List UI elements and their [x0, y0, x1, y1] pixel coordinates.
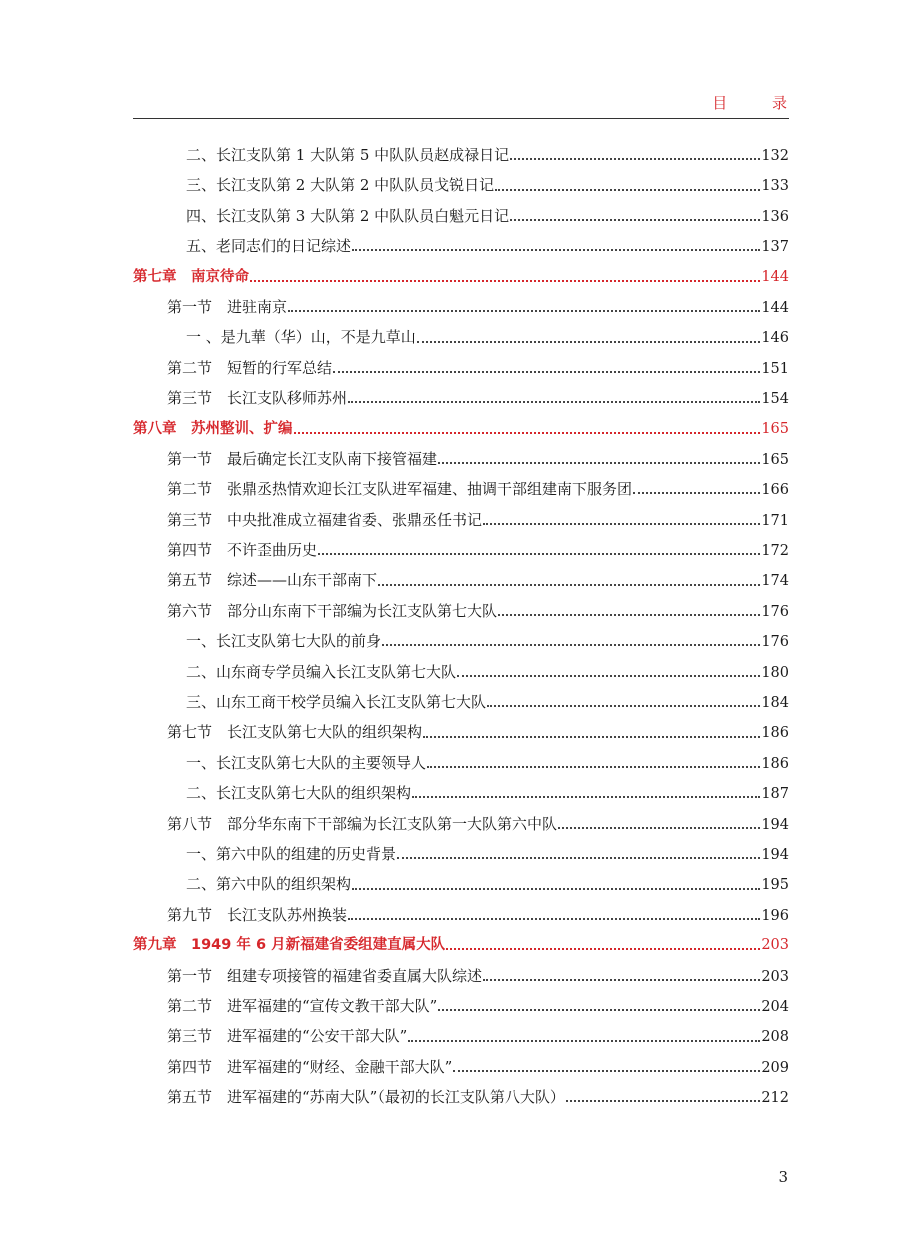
- dot-leader: [382, 644, 760, 646]
- toc-entry-page: 204: [761, 998, 789, 1015]
- dot-leader: [446, 948, 760, 950]
- dot-leader: [408, 1040, 760, 1042]
- toc-section-entry[interactable]: [133, 900, 789, 930]
- toc-section-entry[interactable]: [133, 1021, 789, 1051]
- dot-leader: [417, 341, 761, 343]
- toc-entry-title: 第九章 1949 年 6 月新福建省委组建直属大队: [133, 937, 446, 954]
- dot-leader: [397, 857, 760, 859]
- toc-entry-page: 186: [761, 755, 789, 772]
- dot-leader: [495, 189, 760, 191]
- toc-chapter-entry[interactable]: [133, 262, 789, 292]
- toc-entry-page: 194: [761, 816, 789, 833]
- toc-entry-title: 第六节 部分山东南下干部编为长江支队第七大队: [167, 601, 498, 620]
- toc-item-entry[interactable]: [133, 687, 789, 717]
- toc-entry-page: 212: [761, 1090, 789, 1107]
- toc-entry-page: 171: [761, 512, 789, 529]
- toc-item-entry[interactable]: [133, 322, 789, 352]
- dot-leader: [378, 584, 760, 586]
- running-header: [133, 92, 807, 119]
- dot-leader: [412, 796, 760, 798]
- toc-entry-title: 第四节 进军福建的“财经、金融干部大队”: [167, 1057, 453, 1076]
- toc-section-entry[interactable]: [133, 961, 789, 991]
- toc-entry-page: 186: [761, 725, 789, 742]
- toc-chapter-entry[interactable]: [133, 414, 789, 444]
- toc-entry-page: 194: [761, 846, 789, 863]
- toc-entry-page: 144: [761, 299, 789, 316]
- toc-chapter-entry[interactable]: [133, 930, 789, 960]
- toc-entry-title: 第四节 不许歪曲历史: [167, 541, 318, 560]
- toc-section-entry[interactable]: [133, 596, 789, 626]
- toc-entry-title: 第九节 长江支队苏州换装: [167, 905, 348, 924]
- dot-leader: [633, 492, 760, 494]
- dot-leader: [457, 675, 760, 677]
- toc-entry-page: 180: [761, 664, 789, 681]
- toc-entry-page: 209: [761, 1059, 789, 1076]
- toc-entry-page: 132: [761, 148, 789, 164]
- dot-leader: [423, 736, 760, 738]
- toc-entry-page: 184: [761, 695, 789, 712]
- dot-leader: [498, 614, 760, 616]
- page-number: 3: [778, 1168, 788, 1186]
- dot-leader: [566, 1100, 760, 1102]
- toc-section-entry[interactable]: [133, 809, 789, 839]
- dot-leader: [453, 1070, 760, 1072]
- dot-leader: [483, 979, 760, 981]
- dot-leader: [510, 219, 760, 221]
- toc-entry-page: 195: [761, 877, 789, 894]
- toc-entry-page: 203: [761, 968, 789, 985]
- toc-item-entry[interactable]: [133, 201, 789, 231]
- dot-leader: [348, 918, 760, 920]
- toc-entry-title: 第三节 长江支队移师苏州: [167, 389, 348, 408]
- dot-leader: [333, 371, 760, 373]
- toc-entry-title: 第一节 组建专项接管的福建省委直属大队综述: [167, 966, 483, 985]
- dot-leader: [427, 766, 760, 768]
- toc-entry-page: 174: [761, 573, 789, 590]
- toc-section-entry[interactable]: [133, 1082, 789, 1112]
- dot-leader: [438, 462, 760, 464]
- toc-entry-title: 一、长江支队第七大队的前身: [186, 632, 382, 651]
- toc-entry-title: 五、老同志们的日记综述: [186, 237, 352, 256]
- dot-leader: [250, 280, 760, 282]
- toc-entry-title: 四、长江支队第 3 大队第 2 中队队员白魁元日记: [186, 206, 510, 225]
- toc-entry-title: 第七节 长江支队第七大队的组织架构: [167, 723, 423, 742]
- toc-entry-page: 196: [761, 907, 789, 924]
- toc-entry-page: 151: [761, 360, 789, 377]
- toc-item-entry[interactable]: [133, 778, 789, 808]
- toc-section-entry[interactable]: [133, 505, 789, 535]
- toc-entry-page: 166: [761, 482, 789, 499]
- toc-entry-title: 二、长江支队第 1 大队第 5 中队队员赵成禄日记: [186, 146, 510, 164]
- toc-entry-page: 165: [761, 451, 789, 468]
- toc-section-entry[interactable]: [133, 353, 789, 383]
- toc-item-entry[interactable]: [133, 839, 789, 869]
- toc-section-entry[interactable]: [133, 292, 789, 322]
- toc-entry-title: 第七章 南京待命: [133, 268, 249, 285]
- toc-entry-title: 第三节 进军福建的“公安干部大队”: [167, 1027, 408, 1046]
- toc-section-entry[interactable]: [133, 474, 789, 504]
- toc-item-entry[interactable]: [133, 657, 789, 687]
- dot-leader: [352, 249, 760, 251]
- toc-entry-page: 165: [761, 420, 789, 437]
- toc-entry-title: 第五节 综述——山东干部南下: [167, 571, 378, 590]
- toc-entry-page: 208: [761, 1029, 789, 1046]
- toc-item-entry[interactable]: [133, 869, 789, 899]
- toc-entry-page: 203: [761, 937, 789, 954]
- toc-entry-title: 三、山东工商干校学员编入长江支队第七大队: [186, 693, 487, 712]
- dot-leader: [510, 158, 760, 160]
- toc-item-entry[interactable]: [133, 140, 789, 170]
- toc-section-entry[interactable]: [133, 717, 789, 747]
- dot-leader: [318, 553, 760, 555]
- toc-entry-page: 133: [761, 178, 789, 195]
- dot-leader: [348, 401, 760, 403]
- toc-entry-title: 三、长江支队第 2 大队第 2 中队队员戈锐日记: [186, 176, 495, 195]
- toc-section-entry[interactable]: [133, 991, 789, 1021]
- dot-leader: [352, 888, 760, 890]
- toc-entry-page: 176: [761, 603, 789, 620]
- toc-item-entry[interactable]: [133, 170, 789, 200]
- toc-entry-title: 第一节 进驻南京: [167, 297, 288, 316]
- toc-entry-page: 136: [761, 208, 789, 225]
- toc-entry-title: 第二节 进军福建的“宣传文教干部大队”: [167, 996, 438, 1015]
- toc-entry-title: 第二节 张鼎丞热情欢迎长江支队进军福建、抽调干部组建南下服务团: [167, 480, 633, 499]
- toc-item-entry[interactable]: [133, 748, 789, 778]
- dot-leader: [487, 705, 760, 707]
- toc-entry-title: 第八章 苏州整训、扩编: [133, 420, 293, 437]
- toc-entry-title: 第五节 进军福建的“苏南大队”（最初的长江支队第八大队）: [167, 1088, 565, 1107]
- toc-entry-title: 一、第六中队的组建的历史背景: [186, 844, 397, 863]
- toc-section-entry[interactable]: [133, 1052, 789, 1082]
- toc-entry-title: 第一节 最后确定长江支队南下接管福建: [167, 449, 438, 468]
- toc-item-entry[interactable]: [133, 626, 789, 656]
- dot-leader: [483, 523, 760, 525]
- toc-entry-title: 二、第六中队的组织架构: [186, 875, 352, 894]
- toc-section-entry[interactable]: [133, 535, 789, 565]
- toc-entry-title: 第二节 短暂的行军总结: [167, 358, 333, 377]
- toc-entry-page: 176: [761, 634, 789, 651]
- toc-item-entry[interactable]: [133, 231, 789, 261]
- toc-entry-page: 146: [761, 330, 789, 347]
- toc-entry-page: 154: [761, 391, 789, 408]
- toc-entry-title: 一 、是九華（华）山，不是九草山: [186, 328, 416, 347]
- toc-entry-title: 第三节 中央批准成立福建省委、张鼎丞任书记: [167, 510, 483, 529]
- toc-section-entry[interactable]: [133, 383, 789, 413]
- dot-leader: [294, 432, 761, 434]
- toc-entry-title: 第八节 部分华东南下干部编为长江支队第一大队第六中队: [167, 814, 558, 833]
- dot-leader: [288, 310, 760, 312]
- toc-entry-title: 一、长江支队第七大队的主要领导人: [186, 753, 427, 772]
- toc-entry-title: 二、山东商专学员编入长江支队第七大队: [186, 662, 457, 681]
- table-of-contents: [133, 140, 789, 1113]
- dot-leader: [438, 1009, 760, 1011]
- toc-entry-title: 二、长江支队第七大队的组织架构: [186, 784, 412, 803]
- toc-entry-page: 172: [761, 543, 789, 560]
- toc-entry-page: 187: [761, 786, 789, 803]
- toc-section-entry[interactable]: [133, 565, 789, 595]
- toc-section-entry[interactable]: [133, 444, 789, 474]
- toc-entry-page: 144: [761, 268, 789, 285]
- header-title: 目 录: [712, 94, 807, 112]
- toc-entry-page: 137: [761, 239, 789, 256]
- dot-leader: [558, 827, 760, 829]
